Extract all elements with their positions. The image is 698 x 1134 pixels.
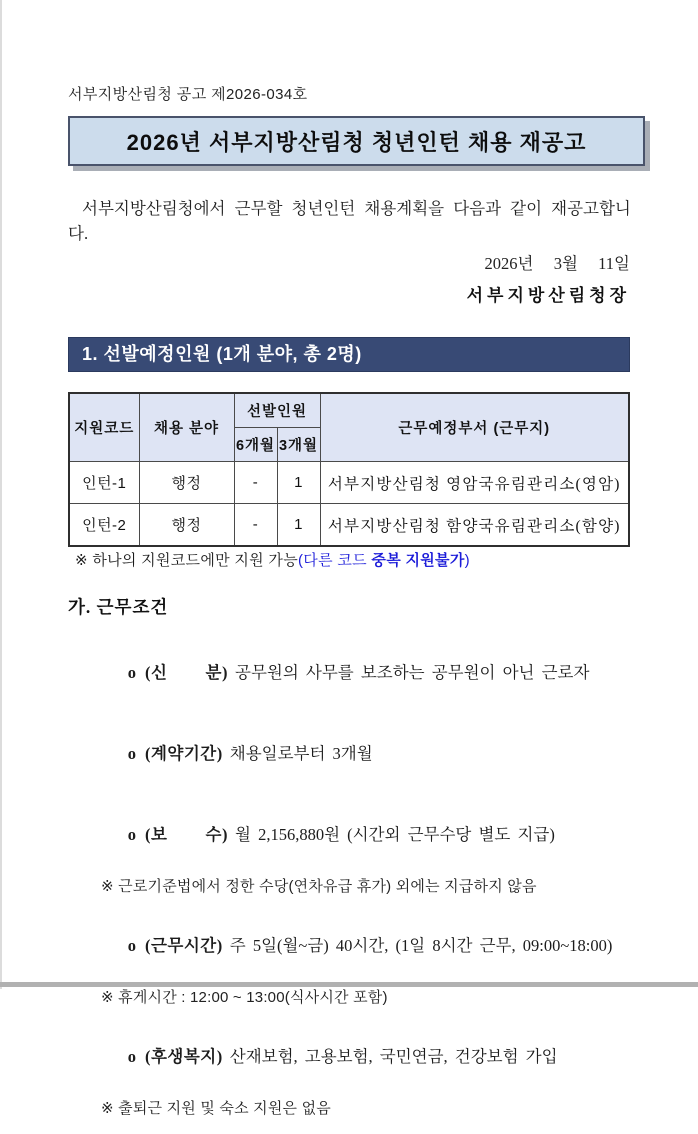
cell-3months: 1 bbox=[277, 504, 320, 547]
cell-field: 행정 bbox=[139, 462, 234, 504]
item-text: 채용일로부터 3개월 bbox=[229, 744, 373, 763]
cell-dept: 서부지방산림청 영암국유림관리소(영암) bbox=[320, 462, 629, 504]
intro-paragraph: 서부지방산림청에서 근무할 청년인턴 채용계획을 다음과 같이 재공고합니다. bbox=[68, 199, 631, 243]
cell-3months: 1 bbox=[277, 462, 320, 504]
item-text: 공무원의 사무를 보조하는 공무원이 아닌 근로자 bbox=[235, 663, 590, 682]
cell-6months: - bbox=[234, 504, 277, 547]
note-black-text: ※ 하나의 지원코드에만 지원 가능 bbox=[75, 552, 299, 569]
cell-6months: - bbox=[234, 462, 277, 504]
item-label: (후생복지) bbox=[145, 1047, 223, 1066]
item-label: (신 분) bbox=[145, 663, 228, 682]
item-label: (계약기간) bbox=[145, 744, 223, 763]
note-blue-close: ) bbox=[464, 552, 470, 569]
cell-code: 인턴-1 bbox=[69, 462, 139, 504]
list-item-salary bbox=[85, 801, 654, 865]
table-row bbox=[69, 462, 629, 504]
list-item-welfare bbox=[85, 1023, 654, 1087]
item-text: 산재보험, 고용보험, 국민연금, 건강보험 가입 bbox=[229, 1047, 558, 1066]
table-header-row-1 bbox=[69, 393, 629, 428]
item-label: (보 수) bbox=[145, 825, 228, 844]
break-time-subnote: ※ 휴게시간 : 12:00 ~ 13:00(식사시간 포함) bbox=[101, 989, 388, 1006]
cell-code: 인턴-2 bbox=[69, 504, 139, 547]
note-blue-open: (다른 코드 bbox=[298, 552, 372, 569]
work-conditions-section bbox=[68, 594, 654, 1134]
list-item-work-hours bbox=[85, 912, 654, 976]
bullet: o bbox=[127, 744, 136, 763]
bullet: o bbox=[127, 1047, 136, 1066]
col-header-6months: 6개월 bbox=[234, 428, 277, 462]
bullet: o bbox=[127, 663, 136, 682]
single-code-note bbox=[75, 549, 470, 570]
cell-dept: 서부지방산림청 함양국유림관리소(함양) bbox=[320, 504, 629, 547]
section1-heading: 1. 선발예정인원 (1개 분야, 총 2명) bbox=[68, 337, 630, 372]
item-text: 주 5일(월~금) 40시간, (1일 8시간 근무, 09:00~18:00) bbox=[229, 936, 613, 955]
item-label: (근무시간) bbox=[145, 936, 223, 955]
selection-table bbox=[68, 392, 630, 547]
signer-title: 서부지방산림청장 bbox=[466, 286, 630, 305]
bullet: o bbox=[127, 825, 136, 844]
doc-number: 서부지방산림청 공고 제2026-034호 bbox=[68, 86, 308, 103]
document-title: 2026년 서부지방산림청 청년인턴 채용 재공고 bbox=[126, 129, 587, 155]
salary-subnote: ※ 근로기준법에서 정한 수당(연차유급 휴가) 외에는 지급하지 않음 bbox=[101, 878, 537, 895]
scan-left-edge bbox=[0, 0, 2, 989]
col-header-3months: 3개월 bbox=[277, 428, 320, 462]
table-row bbox=[69, 504, 629, 547]
note-blue-bold: 중복 지원불가 bbox=[371, 552, 465, 569]
list-item-status bbox=[85, 639, 654, 703]
announcement-date: 2026년 3월 11일 bbox=[484, 254, 630, 273]
list-item-contract-period bbox=[85, 720, 654, 784]
bullet: o bbox=[127, 936, 136, 955]
col-header-selection-count: 선발인원 bbox=[234, 393, 320, 428]
commute-subnote: ※ 출퇴근 지원 및 숙소 지원은 없음 bbox=[101, 1100, 331, 1117]
col-header-dept: 근무예정부서 (근무지) bbox=[320, 393, 629, 462]
item-text: 월 2,156,880원 (시간외 근무수당 별도 지급) bbox=[235, 825, 555, 844]
col-header-code: 지원코드 bbox=[69, 393, 139, 462]
work-conditions-heading: 가. 근무조건 bbox=[68, 597, 169, 617]
cell-field: 행정 bbox=[139, 504, 234, 547]
col-header-field: 채용 분야 bbox=[139, 393, 234, 462]
title-box bbox=[68, 116, 645, 166]
